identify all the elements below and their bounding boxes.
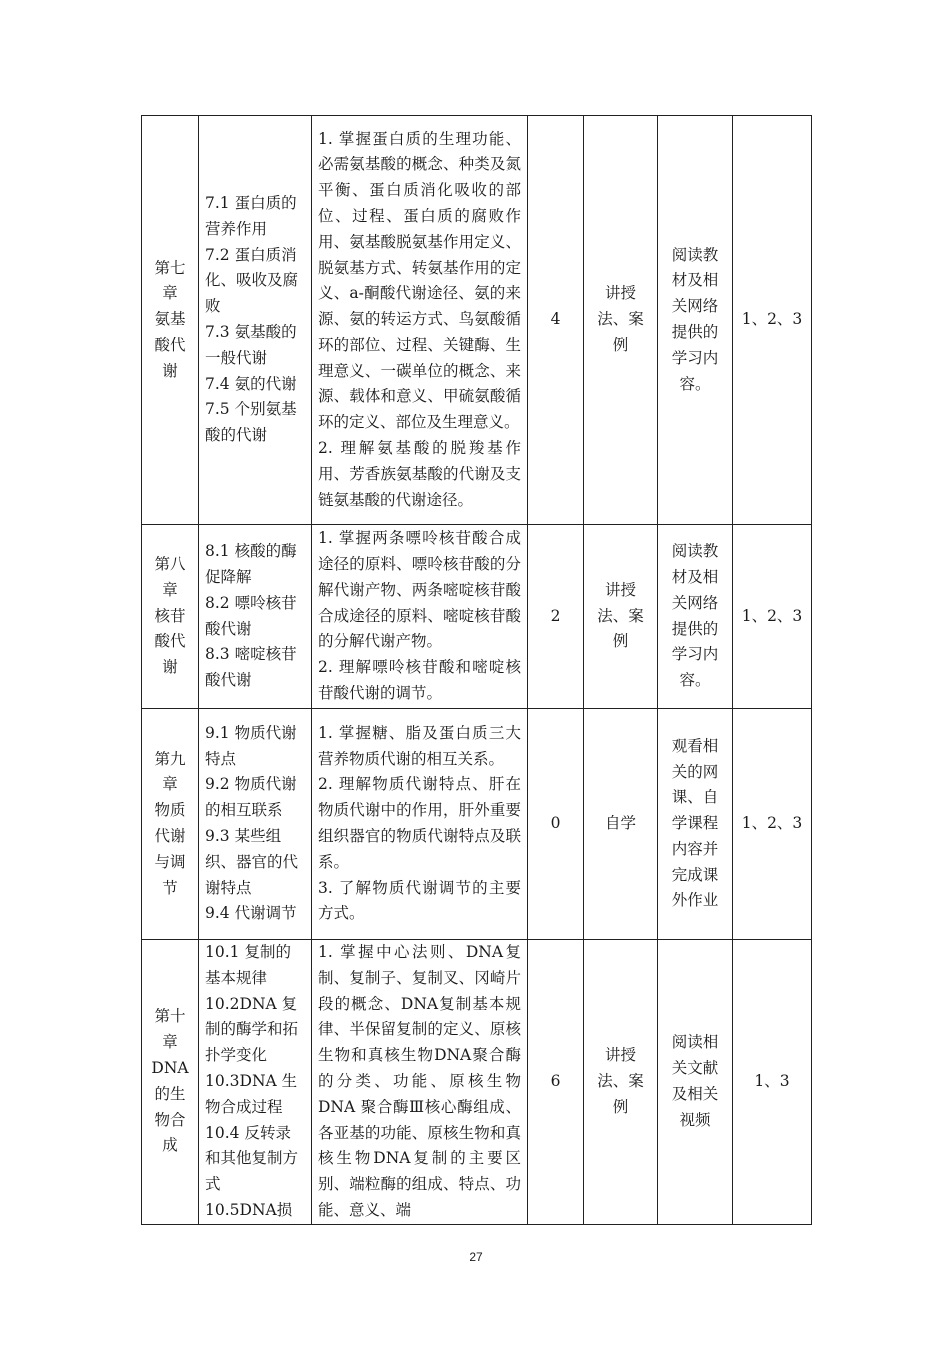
chapter-cell: 第八 章 核苷 酸代 谢	[142, 525, 199, 709]
teaching-method-cell: 自学	[584, 709, 658, 940]
sections-cell: 9.1 物质代谢特点 9.2 物质代谢的相互联系 9.3 某些组织、器官的代谢特点 9.4 代谢调节	[199, 709, 312, 940]
course-goals-cell: 1、3	[733, 940, 812, 1225]
requirements-cell: 1. 掌握中心法则、DNA复制、复制子、复制叉、冈崎片段的概念、DNA复制基本规律、半保留复制的定义、原核生物和真核生物DNA聚合酶的分类、功能、原核生物DNA 聚合酶Ⅲ核心酶组成、各亚基的功能、原核生物和真核生物DNA复制的主要区别、端粒酶的组成、特点、功能、意义、端	[312, 940, 528, 1225]
table-row	[142, 709, 812, 940]
self-study-cell: 阅读教 材及相 关网络 提供的 学习内 容。	[658, 525, 733, 709]
course-goals-cell: 1、2、3	[733, 525, 812, 709]
hours-cell: 0	[528, 709, 584, 940]
course-goals-cell: 1、2、3	[733, 116, 812, 525]
chapter-cell: 第七 章 氨基 酸代 谢	[142, 116, 199, 525]
self-study-cell: 阅读教 材及相 关网络 提供的 学习内 容。	[658, 116, 733, 525]
self-study-cell: 阅读相 关文献 及相关 视频	[658, 940, 733, 1225]
table-row	[142, 525, 812, 709]
requirements-cell: 1. 掌握两条嘌呤核苷酸合成途径的原料、嘌呤核苷酸的分解代谢产物、两条嘧啶核苷酸合成途径的原料、嘧啶核苷酸的分解代谢产物。 2. 理解嘌呤核苷酸和嘧啶核苷酸代谢的调节。	[312, 525, 528, 709]
syllabus-table	[141, 115, 812, 1225]
hours-cell: 4	[528, 116, 584, 525]
teaching-method-cell: 讲授 法、案 例	[584, 525, 658, 709]
requirements-cell: 1. 掌握糖、脂及蛋白质三大营养物质代谢的相互关系。 2. 理解物质代谢特点、肝在物质代谢中的作用，肝外重要组织器官的物质代谢特点及联系。 3. 了解物质代谢调节的主要方式。	[312, 709, 528, 940]
hours-cell: 6	[528, 940, 584, 1225]
sections-cell: 7.1 蛋白质的营养作用 7.2 蛋白质消化、吸收及腐败 7.3 氨基酸的一般代谢 7.4 氨的代谢 7.5 个别氨基酸的代谢	[199, 116, 312, 525]
self-study-cell: 观看相 关的网 课、自 学课程 内容并 完成课 外作业	[658, 709, 733, 940]
chapter-cell: 第九 章 物质 代谢 与调 节	[142, 709, 199, 940]
teaching-method-cell: 讲授 法、案 例	[584, 116, 658, 525]
hours-cell: 2	[528, 525, 584, 709]
course-goals-cell: 1、2、3	[733, 709, 812, 940]
page-number: 27	[469, 1250, 483, 1264]
table-row	[142, 116, 812, 525]
requirements-cell: 1. 掌握蛋白质的生理功能、必需氨基酸的概念、种类及氮平衡、蛋白质消化吸收的部位、过程、蛋白质的腐败作用、氨基酸脱氨基作用定义、脱氨基方式、转氨基作用的定义、a-酮酸代谢途径、氨的来源、氨的转运方式、鸟氨酸循环的部位、过程、关键酶、生理意义、一碳单位的概念、来源、载体和意义、甲硫氨酸循环的定义、部位及生理意义。 2. 理解氨基酸的脱羧基作用、芳香族氨基酸的代谢及支链氨基酸的代谢途径。	[312, 116, 528, 525]
table-row	[142, 940, 812, 1225]
sections-cell: 10.1 复制的基本规律 10.2DNA 复制的酶学和拓扑学变化 10.3DNA 生物合成过程 10.4 反转录和其他复制方式 10.5DNA损	[199, 940, 312, 1225]
sections-cell: 8.1 核酸的酶促降解 8.2 嘌呤核苷酸代谢 8.3 嘧啶核苷酸代谢	[199, 525, 312, 709]
teaching-method-cell: 讲授 法、案 例	[584, 940, 658, 1225]
chapter-cell: 第十 章 DNA 的生 物合 成	[142, 940, 199, 1225]
